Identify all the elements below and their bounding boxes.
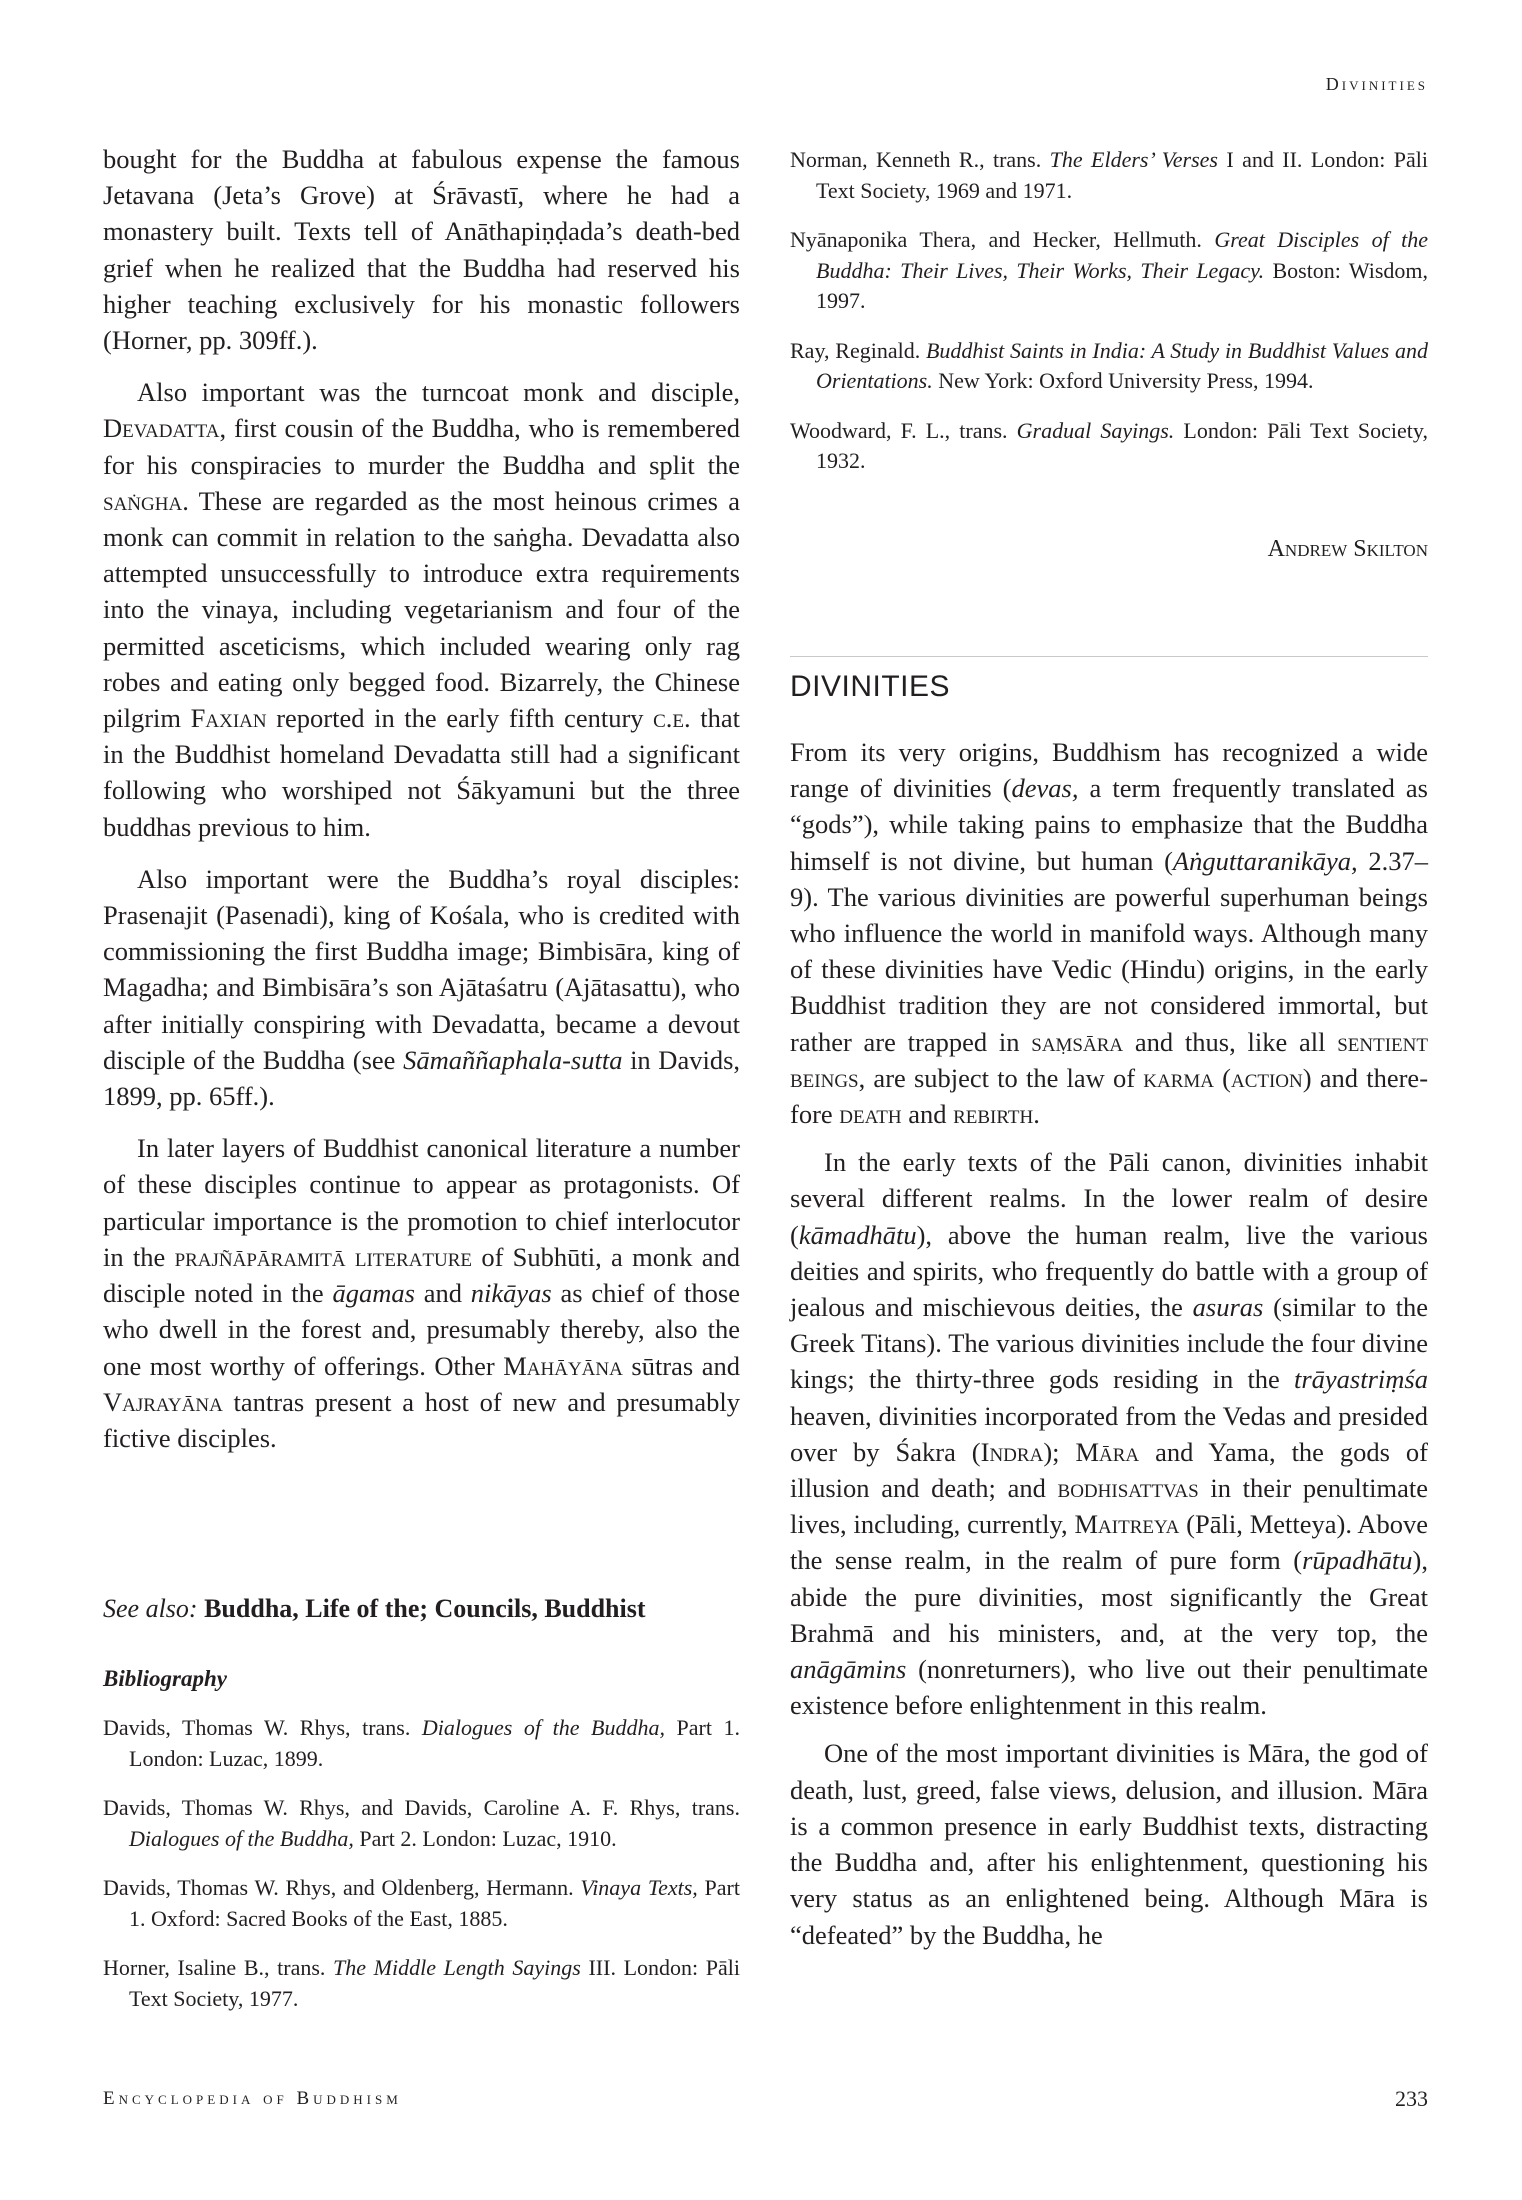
text-run: . xyxy=(1033,1099,1040,1130)
bibliography-entry xyxy=(103,1873,740,1934)
text-run: bought for the Buddha at fabulous expense the famous Jetavana (Jeta’s Grove) at Śrāvastī, where he had a monastery built. Texts tell of Anāthapiṇḍada’s death-bed grief when he realized that the Buddha had reserved his higher teaching exclusively for his monastic followers (Horner, pp. 309ff.). xyxy=(103,144,740,356)
bibliography-entry xyxy=(790,145,1428,206)
cross-reference[interactable]: prajñāpāramitā literature xyxy=(174,1241,473,1272)
see-also-label: See also: xyxy=(103,1594,198,1623)
body-paragraph xyxy=(103,141,740,358)
see-also-links[interactable]: Buddha, Life of the; Councils, Buddhist xyxy=(204,1594,646,1623)
text-run: and Yama, the gods of illusion and death; and xyxy=(790,1436,1429,1504)
text-run: From its very origins, Buddhism has recognized a wide range of divinities ( xyxy=(790,737,1428,804)
text-run: London: Pāli Text Society, 1932. xyxy=(816,417,1428,473)
text-run: (similar to the Greek Titans). The various divinities include the four divine kings; the thirty-three gods residing in the xyxy=(790,1292,1428,1395)
cross-reference[interactable]: karma (action) xyxy=(1143,1062,1312,1093)
body-paragraph xyxy=(103,861,740,1114)
italic-text: āgamas xyxy=(332,1278,415,1309)
text-run: and thus, like all xyxy=(1123,1026,1338,1057)
text-run: In later layers of Buddhist canonical literature a number of these disciples continue to appear as protagonists. Of particular importance is the promotion to chief interlocutor in the xyxy=(103,1133,740,1272)
italic-text: Great Disciples of the Buddha: Their Lives, Their Works, Their Legacy. xyxy=(816,227,1428,283)
text-run: III. London: Pāli Text Society, 1977. xyxy=(129,1955,740,2011)
text-run: in their penultimate lives, including, currently, xyxy=(790,1473,1428,1540)
text-run: , are subject to the law of xyxy=(858,1062,1144,1093)
text-run: as chief of those who dwell in the forest and, presumably thereby, also the one most worthy of offerings. Other xyxy=(103,1278,740,1381)
text-run: ), abide the pure divinities, most significantly the Great Brahmā and his ministers, and, at the very top, the xyxy=(790,1545,1428,1648)
italic-text: devas, xyxy=(1011,773,1079,804)
text-run: reported in the early fifth century xyxy=(266,703,654,734)
cross-reference[interactable]: c.e. xyxy=(653,703,691,734)
body-paragraph xyxy=(790,734,1428,1132)
section-divider xyxy=(790,656,1428,657)
running-head: Divinities xyxy=(1325,74,1428,94)
italic-text: Dialogues of the Buddha, xyxy=(129,1825,354,1851)
text-run: heaven, divinities incorporated from the Vedas and presided over by Śakra ( xyxy=(790,1400,1428,1467)
italic-text: Vinaya Texts, xyxy=(580,1875,698,1900)
text-run: (nonreturners), who live out their penultimate existence before enlightenment in this realm. xyxy=(790,1654,1428,1721)
italic-text: The Elders’ Verses xyxy=(1049,147,1218,172)
cross-reference[interactable]: Vajrayāna xyxy=(103,1386,223,1417)
see-also xyxy=(103,1594,740,1624)
cross-reference[interactable]: saṅgha xyxy=(103,485,183,516)
body-paragraph xyxy=(790,1735,1428,1952)
text-run: One of the most important divinities is Māra, the god of death, lust, greed, false views, delusion, and illusion. Māra is a common presence in early Buddhist texts, distracting the Buddha and, after his enlightenment, questioning his very status as an enlightened being. Although Māra is “defeated” by the Buddha, he xyxy=(790,1738,1428,1950)
text-run: ), above the human realm, live the various deities and spirits, who frequently do battle with a group of jealous and mischievous deities, the xyxy=(790,1219,1428,1323)
text-run: New York: Oxford University Press, 1994. xyxy=(932,368,1314,393)
author-signature: Andrew Skilton xyxy=(1267,536,1428,562)
text-run: Ray, Reginald. xyxy=(790,337,926,363)
text-run: tantras present a host of new and presumably fictive disciples. xyxy=(103,1386,740,1453)
bibliography-entry xyxy=(103,1793,740,1854)
text-run: Part 1. Oxford: Sacred Books of the East, 1885. xyxy=(129,1875,740,1931)
text-run: Horner, Isaline B., trans. xyxy=(103,1955,334,1980)
text-run: Also important were the Buddha’s royal disciples: Prasenajit (Pasenadi), king of Kośala, who is credited with commissioning the first Buddha image; Bimbisāra, king of Magadha; and Bimbisāra’s son Ajātaśatru (Ajātasattu), who after initially conspiring with Devadatta, became a devout disciple of the Buddha (see xyxy=(103,863,740,1075)
bibliography-entry xyxy=(103,1953,740,2014)
text-run: Part 1. London: Luzac, 1899. xyxy=(129,1715,740,1771)
italic-text: Sāmaññaphala-sutta xyxy=(403,1044,623,1075)
text-run: and therefore xyxy=(790,1062,1429,1130)
italic-text: trāyastriṃśa xyxy=(1294,1364,1428,1395)
text-run: . These are regarded as the most heinous crimes a monk can commit in relation to the saṅgha. Devadatta also attempted unsuccessfully to introduce extra requirements into the vinaya, including vegetarianism and four of the permitted asceticisms, which included wearing only rag robes and eating only begged food. Bizarrely, the Chinese pilgrim xyxy=(103,485,740,734)
italic-text: Dialogues of the Buddha, xyxy=(421,1715,665,1740)
text-run: (Pāli, Metteya). Above the sense realm, in the realm of pure form ( xyxy=(790,1509,1428,1576)
right-column xyxy=(790,734,1428,1953)
text-run: Davids, Thomas W. Rhys, and Davids, Caroline A. F. Rhys, trans. xyxy=(103,1795,740,1820)
italic-text: Aṅguttaranikāya, xyxy=(1172,845,1358,876)
body-paragraph xyxy=(103,374,740,845)
text-run: , first cousin of the Buddha, who is remembered for his conspiracies to murder the Buddha and split the xyxy=(103,413,740,480)
text-run: Nyānaponika Thera, and Hecker, Hellmuth. xyxy=(790,227,1215,252)
bibliography-list-left xyxy=(103,1713,740,2014)
text-run: a term frequently translated as “gods”), while taking pains to emphasize that the Buddha himself is not divine, but human ( xyxy=(790,773,1428,876)
cross-reference[interactable]: Mahāyāna xyxy=(503,1350,623,1381)
text-run: 2.37–9). The various divinities are powerful superhuman beings who influence the world in manifold ways. Although many of these divinities have Vedic (Hindu) origins, in the early Buddhist tradition they are not considered immortal, but rather are trapped in xyxy=(790,845,1428,1057)
text-run: Davids, Thomas W. Rhys, trans. xyxy=(103,1715,422,1740)
italic-text: anāgāmins xyxy=(790,1654,907,1685)
text-run: Woodward, F. L., trans. xyxy=(790,417,1017,443)
italic-text: rūpadhātu xyxy=(1302,1545,1413,1576)
cross-reference[interactable]: Faxian xyxy=(190,703,267,734)
text-run: Norman, Kenneth R., trans. xyxy=(790,147,1050,172)
bibliography-entry xyxy=(790,336,1428,397)
body-paragraph xyxy=(790,1144,1428,1723)
italic-text: asuras xyxy=(1192,1292,1264,1323)
page-number: 233 xyxy=(1395,2086,1428,2111)
cross-reference[interactable]: Indra xyxy=(980,1436,1044,1467)
cross-reference[interactable]: bodhisattvas xyxy=(1057,1473,1199,1504)
text-run: Davids, Thomas W. Rhys, and Oldenberg, Hermann. xyxy=(103,1875,581,1900)
text-run: In the early texts of the Pāli canon, divinities inhabit several different realms. In the lower realm of desire ( xyxy=(790,1147,1428,1250)
text-run: sūtras and xyxy=(622,1350,740,1381)
text-run: in Davids, 1899, pp. 65ff.). xyxy=(103,1044,741,1112)
text-run: Part 2. London: Luzac, 1910. xyxy=(353,1825,617,1851)
text-run: and xyxy=(414,1278,471,1309)
footer-publication-title: Encyclopedia of Buddhism xyxy=(103,2088,402,2109)
text-run: that in the Buddhist homeland Devadatta still had a significant following who worshiped not Śākyamuni but the three buddhas previous to him. xyxy=(103,703,740,842)
bibliography-heading: Bibliography xyxy=(103,1666,227,1691)
italic-text: Gradual Sayings. xyxy=(1016,417,1175,443)
cross-reference[interactable]: Devadatta xyxy=(103,413,220,444)
bibliography-entry xyxy=(790,416,1428,477)
cross-reference[interactable]: death xyxy=(839,1099,902,1130)
article-title: DIVINITIES xyxy=(790,670,951,703)
cross-reference[interactable]: saṃsāra xyxy=(1031,1026,1124,1057)
italic-text: kāmadhātu xyxy=(798,1219,917,1250)
cross-reference[interactable]: Maitreya xyxy=(1074,1509,1180,1540)
text-run: and xyxy=(901,1099,954,1130)
italic-text: Buddhist Saints in India: A Study in Buddhist Values and Orientations. xyxy=(816,337,1429,393)
bibliography-list-right xyxy=(790,145,1428,477)
text-run: Also important was the turncoat monk and disciple, xyxy=(137,377,740,408)
body-paragraph xyxy=(103,1130,740,1456)
cross-reference[interactable]: Māra xyxy=(1075,1436,1140,1467)
italic-text: nikāyas xyxy=(470,1278,552,1309)
italic-text: The Middle Length Sayings xyxy=(333,1955,581,1980)
bibliography-entry xyxy=(103,1713,740,1774)
left-column xyxy=(103,141,740,1456)
text-run: ); xyxy=(1043,1436,1076,1467)
bibliography-entry xyxy=(790,225,1428,317)
text-run: I and II. London: Pāli Text Society, 1969 and 1971. xyxy=(816,147,1429,203)
cross-reference[interactable]: sentient beings xyxy=(790,1026,1428,1093)
text-run: Boston: Wisdom, 1997. xyxy=(816,257,1429,313)
text-run: of Subhūti, a monk and disciple noted in the xyxy=(103,1241,740,1309)
cross-reference[interactable]: rebirth xyxy=(953,1099,1034,1130)
